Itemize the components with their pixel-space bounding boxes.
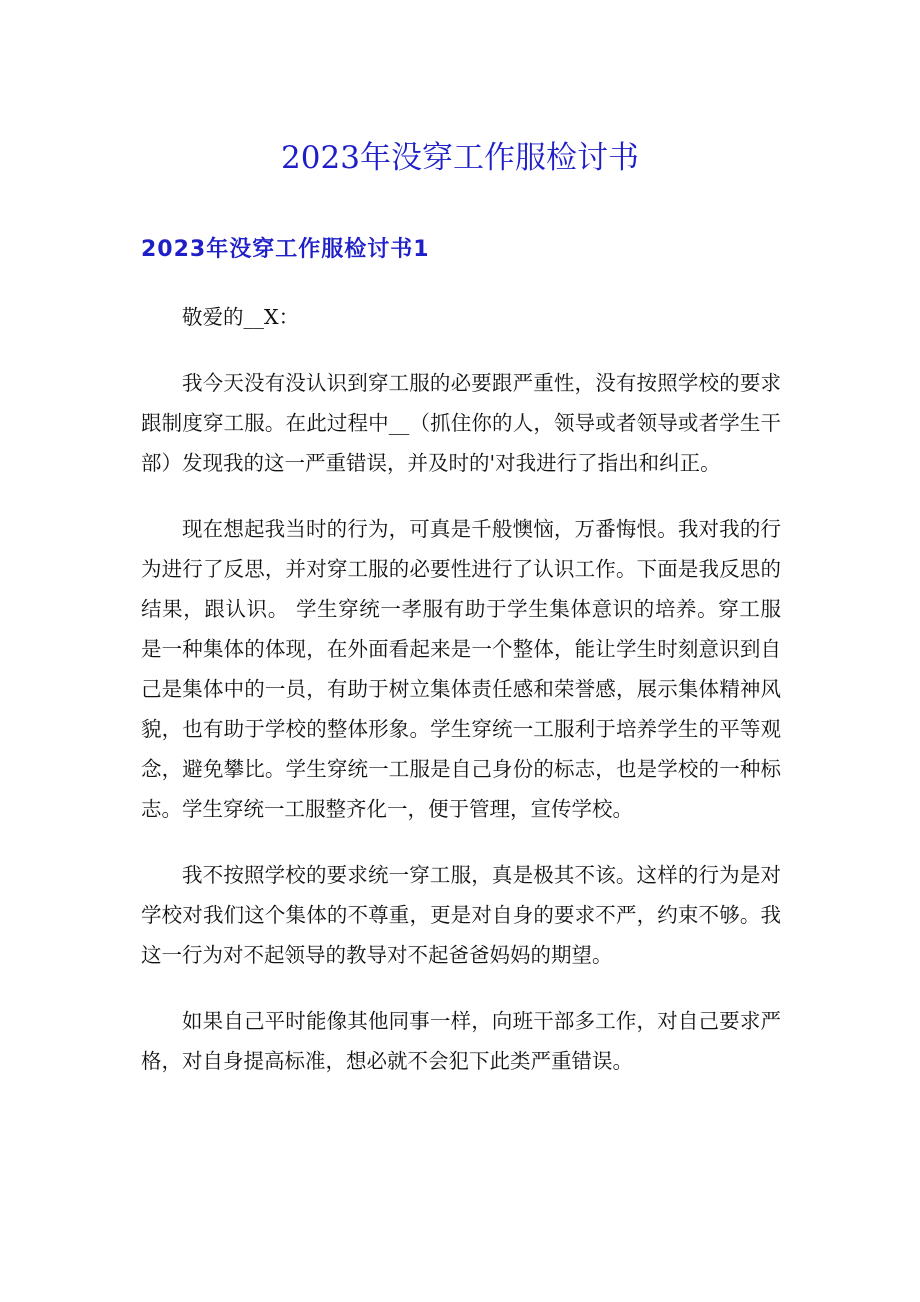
paragraph-3: 我不按照学校的要求统一穿工服，真是极其不该。这样的行为是对学校对我们这个集体的不尊重，更是对自身的要求不严，约束不够。我这一行为对不起领导的教导对不起爸爸妈妈的期望。	[141, 863, 781, 967]
document-body	[141, 297, 781, 1081]
salutation: 敬爱的__X：	[182, 305, 300, 329]
section-heading: 2023年没穿工作服检讨书1	[141, 237, 430, 262]
paragraph-4: 如果自己平时能像其他同事一样，向班干部多工作，对自己要求严格，对自身提高标准，想必就不会犯下此类严重错误。	[141, 1009, 781, 1073]
paragraph-1: 我今天没有没认识到穿工服的必要跟严重性，没有按照学校的要求跟制度穿工服。在此过程中__（抓住你的人，领导或者领导或者学生干部）发现我的这一严重错误，并及时的'对我进行了指出和纠正。	[141, 371, 781, 475]
document-title: 2023年没穿工作服检讨书	[281, 140, 639, 176]
paragraph-2: 现在想起我当时的行为，可真是千般懊恼，万番悔恨。我对我的行为进行了反思，并对穿工服的必要性进行了认识工作。下面是我反思的结果，跟认识。 学生穿统一孝服有助于学生集体意识的培养。穿工服是一种集体的体现，在外面看起来是一个整体，能让学生时刻意识到自己是集体中的一员，有助于树立集体责任感和荣誉感，展示集体精神风貌，也有助于学校的整体形象。学生穿统一工服利于培养学生的平等观念，避免攀比。学生穿统一工服是自己身份的标志，也是学校的一种标志。学生穿统一工服整齐化一，便于管理，宣传学校。	[141, 517, 781, 821]
